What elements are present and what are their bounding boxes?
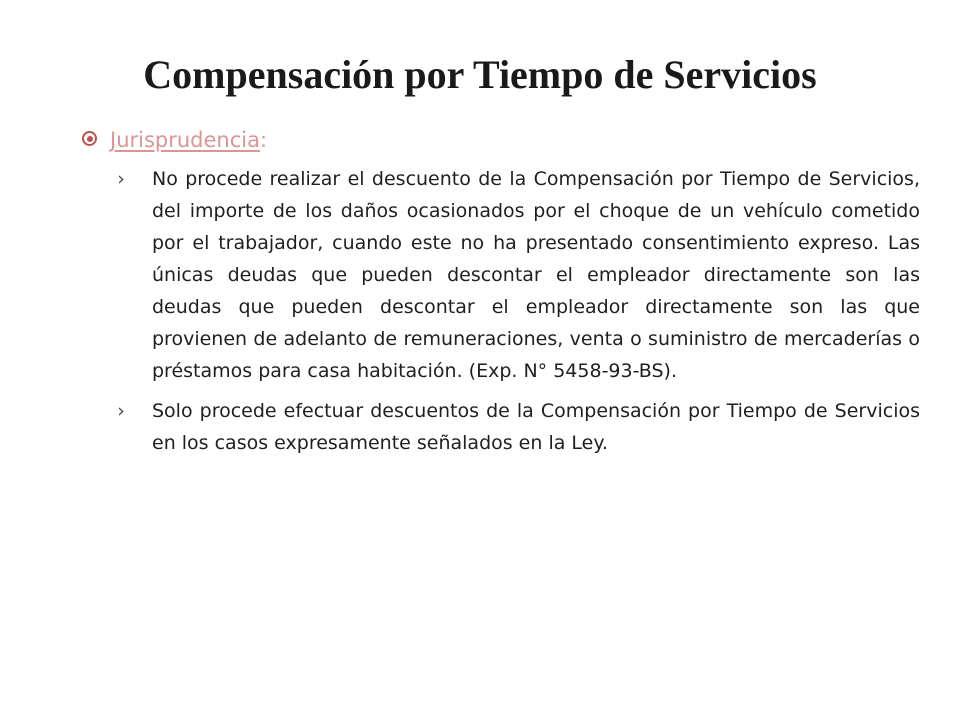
bullet-list	[114, 163, 920, 467]
chevron-right-icon: ›	[117, 400, 125, 422]
target-icon	[82, 131, 97, 146]
bullet-text: No procede realizar el descuento de la Compensación por Tiempo de Servicios, del importe de los daños ocasionados por el choque de un vehículo cometido por el trabajador, cuando este no ha presentado consentimiento expreso. Las únicas deudas que pueden descontar el empleador directamente son las deudas que pueden descontar el empleador directamente son las que provienen de adelanto de remuneraciones, venta o suministro de mercaderías o préstamos para casa habitación. (Exp. N° 5458-93-BS).	[152, 168, 920, 382]
chevron-right-icon: ›	[117, 168, 125, 190]
bullet-item	[114, 163, 920, 387]
slide-title: Compensación por Tiempo de Servicios	[143, 51, 817, 97]
bullet-text: Solo procede efectuar descuentos de la Compensación por Tiempo de Servicios en los casos expresamente señalados en la Ley.	[152, 400, 920, 454]
jurisprudencia-link[interactable]: Jurisprudencia	[110, 128, 260, 152]
bullet-item	[114, 395, 920, 459]
section-colon: :	[260, 128, 268, 152]
section-heading	[82, 124, 267, 156]
